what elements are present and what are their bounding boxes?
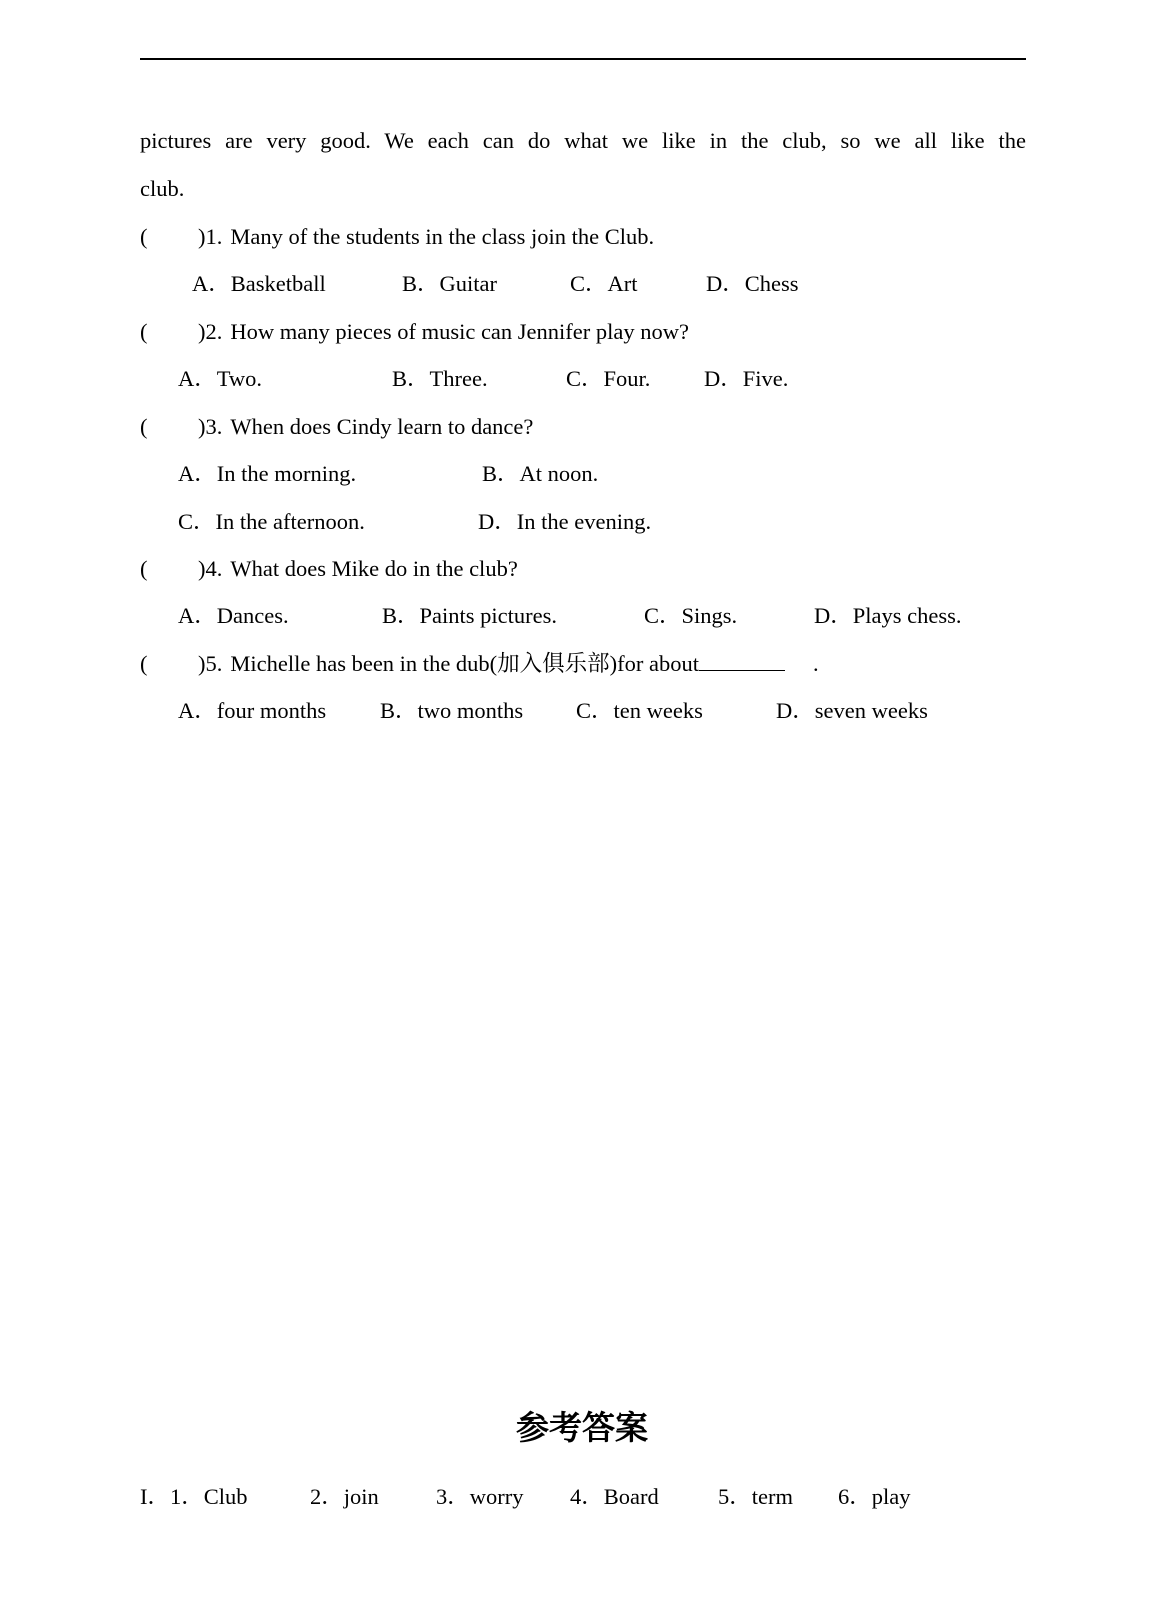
question-text: Many of the students in the class join the Club. bbox=[230, 224, 655, 249]
question-text: What does Mike do in the club? bbox=[230, 556, 518, 581]
option-a: A．Two. bbox=[178, 366, 263, 391]
question-1 bbox=[140, 223, 654, 251]
answer-item: 4．Board bbox=[570, 1484, 659, 1509]
answer-bracket[interactable]: ( bbox=[140, 414, 148, 439]
option-b: B．two months bbox=[380, 698, 524, 723]
question-number: )1. bbox=[198, 224, 223, 249]
option-c: C．ten weeks bbox=[576, 698, 703, 723]
question-number: )5. bbox=[198, 651, 223, 676]
answer-bracket[interactable]: ( bbox=[140, 651, 148, 676]
question-5 bbox=[140, 650, 819, 678]
question-text: Michelle has been in the dub(加入俱乐部)for about bbox=[230, 651, 700, 676]
option-d: D．In the evening. bbox=[478, 509, 652, 534]
question-text: When does Cindy learn to dance? bbox=[230, 414, 534, 439]
option-b: B．At noon. bbox=[482, 461, 599, 486]
option-a: A．In the morning. bbox=[178, 461, 357, 486]
answer-bracket[interactable]: ( bbox=[140, 556, 148, 581]
option-b: B．Three. bbox=[392, 366, 488, 391]
passage-line: pictures are very good. We each can do what we like in the club, so we all like the bbox=[140, 128, 1026, 153]
answer-blank[interactable] bbox=[699, 650, 785, 671]
option-c: C．Four. bbox=[566, 366, 651, 391]
passage-line: club. bbox=[140, 176, 185, 201]
question-number: )2. bbox=[198, 319, 223, 344]
option-c: C．Sings. bbox=[644, 603, 738, 628]
answer-item: I．1．Club bbox=[140, 1484, 248, 1509]
question-4 bbox=[140, 555, 518, 583]
option-a: A．Basketball bbox=[192, 271, 326, 296]
answer-bracket[interactable]: ( bbox=[140, 319, 148, 344]
option-d: D．Chess bbox=[706, 271, 799, 296]
option-c: C．Art bbox=[570, 271, 638, 296]
option-b: B．Guitar bbox=[402, 271, 497, 296]
answer-item: 6．play bbox=[838, 1484, 911, 1509]
question-3 bbox=[140, 413, 533, 441]
header-rule bbox=[140, 58, 1026, 60]
answer-item: 5．term bbox=[718, 1484, 793, 1509]
option-d: D．Plays chess. bbox=[814, 603, 962, 628]
option-d: D．Five. bbox=[704, 366, 789, 391]
answer-item: 3．worry bbox=[436, 1484, 524, 1509]
option-a: A．Dances. bbox=[178, 603, 289, 628]
question-end: . bbox=[813, 651, 819, 676]
answer-item: 2．join bbox=[310, 1484, 379, 1509]
question-2 bbox=[140, 318, 689, 346]
option-a: A．four months bbox=[178, 698, 327, 723]
answer-bracket[interactable]: ( bbox=[140, 224, 148, 249]
question-number: )4. bbox=[198, 556, 223, 581]
option-c: C．In the afternoon. bbox=[178, 509, 365, 534]
question-text: How many pieces of music can Jennifer play now? bbox=[230, 319, 689, 344]
option-b: B．Paints pictures. bbox=[382, 603, 557, 628]
question-number: )3. bbox=[198, 414, 223, 439]
option-d: D．seven weeks bbox=[776, 698, 928, 723]
answer-heading: 参考答案 bbox=[516, 1408, 648, 1447]
